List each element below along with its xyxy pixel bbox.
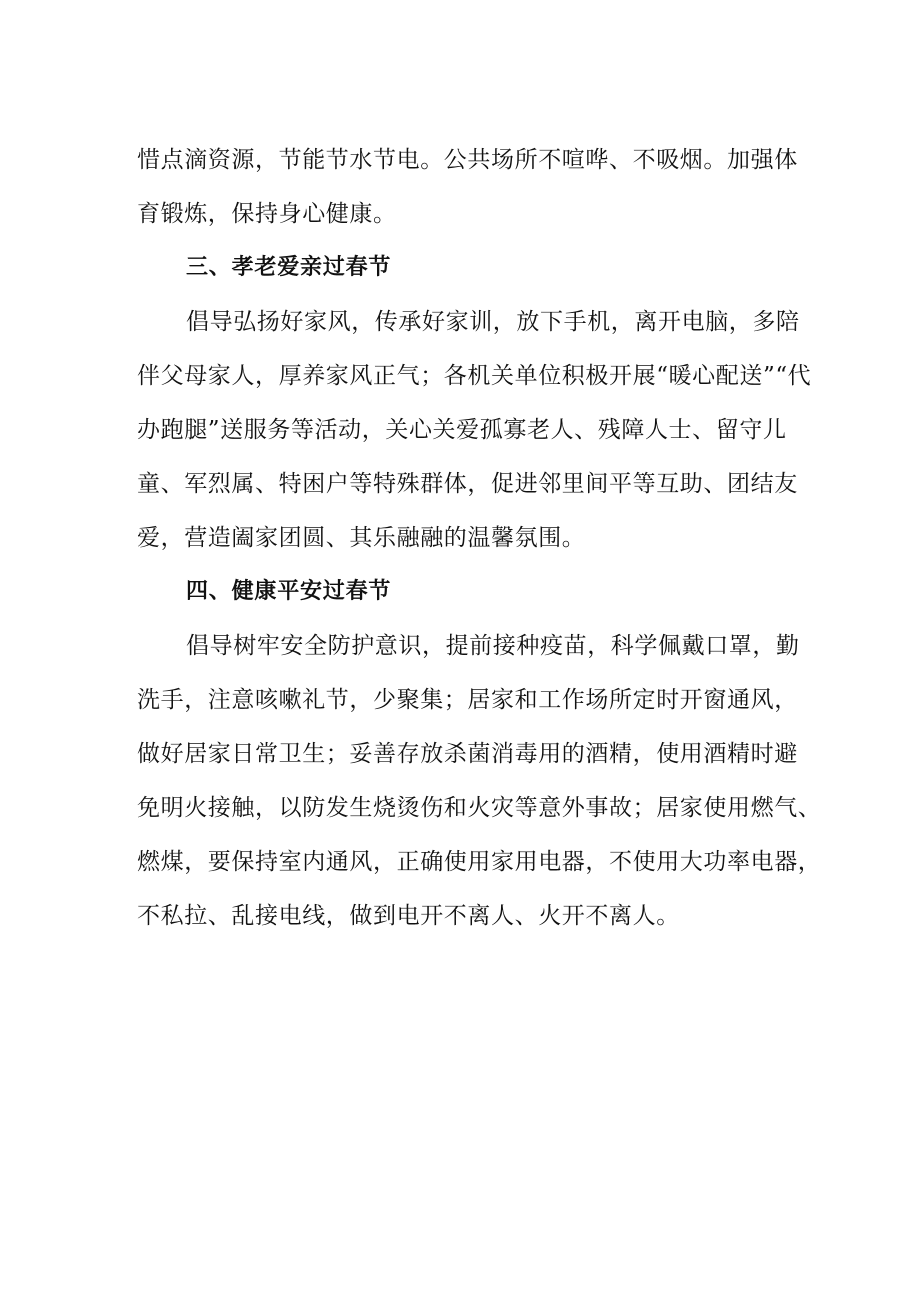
paragraph-line: 倡导弘扬好家风，传承好家训，放下手机，离开电脑，多陪 [186, 309, 800, 335]
section-heading-4: 四、健康平安过春节 [186, 579, 392, 604]
paragraph-line: 做好居家日常卫生；妥善存放杀菌消毒用的酒精，使用酒精时避 [137, 741, 798, 767]
paragraph-line: 育锻炼，保持身心健康。 [137, 201, 397, 227]
paragraph-line: 办跑腿”送服务等活动，关心关爱孤寡老人、残障人士、留守儿 [137, 417, 787, 443]
paragraph-line: 爱，营造阖家团圆、其乐融融的温馨氛围。 [137, 525, 586, 551]
paragraph-line: 童、军烈属、特困户等特殊群体，促进邻里间平等互助、团结友 [137, 471, 798, 497]
paragraph-line: 燃煤，要保持室内通风，正确使用家用电器，不使用大功率电器， [137, 849, 822, 875]
paragraph-line: 倡导树牢安全防护意识，提前接种疫苗，科学佩戴口罩，勤 [186, 633, 800, 659]
paragraph-line: 惜点滴资源，节能节水节电。公共场所不喧哗、不吸烟。加强体 [137, 147, 798, 173]
paragraph-line: 不私拉、乱接电线，做到电开不离人、火开不离人。 [137, 903, 680, 929]
paragraph-line: 免明火接触，以防发生烧烫伤和火灾等意外事故；居家使用燃气、 [137, 795, 822, 821]
paragraph-line: 洗手，注意咳嗽礼节，少聚集；居家和工作场所定时开窗通风， [137, 687, 798, 713]
paragraph-line: 伴父母家人，厚养家风正气；各机关单位积极开展“暖心配送”“代 [137, 363, 812, 389]
section-heading-3: 三、孝老爱亲过春节 [186, 255, 392, 280]
